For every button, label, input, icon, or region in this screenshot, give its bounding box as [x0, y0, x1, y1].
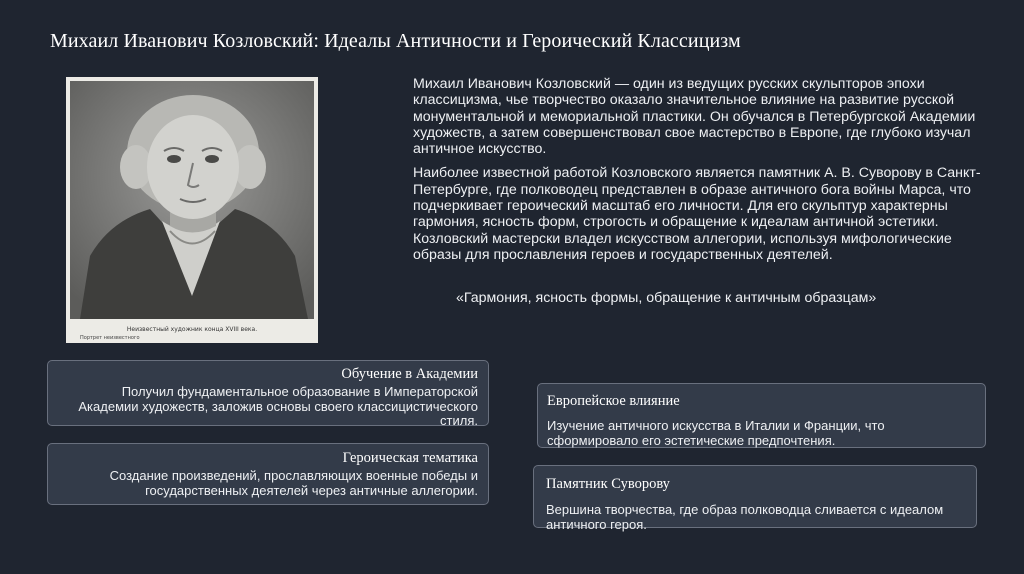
portrait-drawing	[70, 81, 314, 339]
portrait-subcaption: Портрет неизвестного	[80, 335, 140, 341]
biography-text	[413, 76, 1003, 271]
quote-text: «Гармония, ясность формы, обращение к античным образцам»	[456, 290, 877, 306]
slide-title: Михаил Иванович Козловский: Идеалы Античности и Героический Классицизм	[50, 30, 741, 52]
card-heroic-text: Создание произведений, прославляющих военные победы и государственных деятелей через античные аллегории.	[109, 468, 478, 498]
card-heroic-title: Героическая тематика	[342, 450, 478, 466]
card-europe	[537, 383, 986, 448]
card-suvorov	[533, 465, 977, 532]
bio-paragraph-1: Михаил Иванович Козловский — один из ведущих русских скульпторов эпохи классицизма, чье творчество оказало значительное влияние на развитие русской монументальной и мемориальной пластики. Он обучался в Петербургской Академии художеств, а затем совершенствовал свое мастерство в Европе, где глубоко изучал античное искусство.	[413, 76, 976, 158]
card-academy	[47, 360, 489, 426]
card-suvorov-text: Вершина творчества, где образ полководца сливается с идеалом античного героя.	[546, 502, 944, 532]
card-europe-text: Изучение античного искусства в Италии и Франции, что сформировало его эстетические предпочтения.	[547, 418, 885, 448]
card-heroic	[47, 443, 489, 505]
card-academy-text: Получил фундаментальное образование в Императорской Академии художеств, заложив основы своего классицистического стиля.	[78, 384, 478, 428]
bio-paragraph-2: Наиболее известной работой Козловского является памятник А. В. Суворову в Санкт-Петербурге, где полководец представлен в образе античного бога войны Марса, что подчеркивает героический масштаб его личности. Для его скульптур характерны гармония, ясность форм, строгость и обращение к идеалам античной эстетики. Козловский мастерски владел искусством аллегории, используя мифологические образы для прославления героев и государственных деятелей.	[413, 165, 981, 263]
portrait-caption: Неизвестный художник конца XVIII века.	[126, 326, 258, 333]
card-europe-title: Европейское влияние	[547, 393, 680, 409]
card-academy-title: Обучение в Академии	[341, 366, 478, 382]
portrait-image	[66, 77, 318, 343]
card-suvorov-title: Памятник Суворову	[546, 476, 670, 492]
